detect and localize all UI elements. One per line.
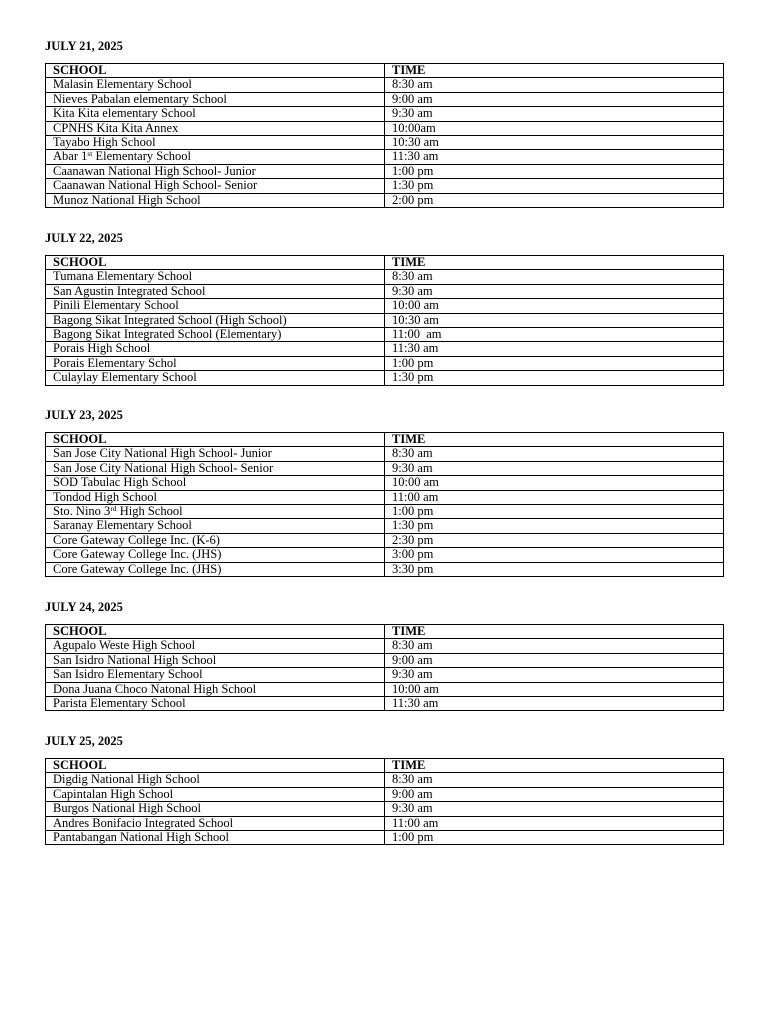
table-header-row: [46, 256, 724, 270]
time-cell: 1:00 pm: [385, 505, 724, 519]
school-cell: Malasin Elementary School: [46, 78, 385, 92]
school-cell: [46, 505, 385, 519]
table-row: [46, 193, 724, 207]
table-row: [46, 150, 724, 164]
school-name-part: Abar 1: [53, 149, 88, 164]
school-cell: Tumana Elementary School: [46, 270, 385, 284]
school-column-header: SCHOOL: [46, 625, 385, 639]
school-cell: Andres Bonifacio Integrated School: [46, 816, 385, 830]
time-cell: 8:30 am: [385, 639, 724, 653]
table-row: [46, 773, 724, 787]
table-row: [46, 328, 724, 342]
time-cell: 11:30 am: [385, 697, 724, 711]
school-cell: Porais Elementary Schol: [46, 356, 385, 370]
time-cell: 10:30 am: [385, 136, 724, 150]
time-cell: 9:00 am: [385, 787, 724, 801]
school-cell: Agupalo Weste High School: [46, 639, 385, 653]
school-cell: Pinili Elementary School: [46, 299, 385, 313]
time-column-header: TIME: [385, 256, 724, 270]
table-row: [46, 92, 724, 106]
table-row: [46, 78, 724, 92]
ordinal-suffix: st: [87, 149, 93, 159]
time-cell: 8:30 am: [385, 270, 724, 284]
school-cell: San Isidro Elementary School: [46, 668, 385, 682]
school-cell: Saranay Elementary School: [46, 519, 385, 533]
schedule-table: [45, 63, 724, 208]
time-cell: 9:30 am: [385, 461, 724, 475]
table-row: [46, 164, 724, 178]
day-heading: JULY 23, 2025: [45, 408, 123, 422]
school-cell: Core Gateway College Inc. (JHS): [46, 562, 385, 576]
table-row: [46, 816, 724, 830]
day-heading: JULY 25, 2025: [45, 734, 123, 748]
schedule-table: [45, 624, 724, 711]
time-cell: 10:00am: [385, 121, 724, 135]
school-cell: Caanawan National High School- Senior: [46, 179, 385, 193]
schedule-table: [45, 432, 724, 577]
time-column-header: TIME: [385, 64, 724, 78]
time-cell: 9:00 am: [385, 653, 724, 667]
day-heading: JULY 22, 2025: [45, 231, 123, 245]
table-row: [46, 548, 724, 562]
table-row: [46, 639, 724, 653]
table-row: [46, 490, 724, 504]
school-column-header: SCHOOL: [46, 64, 385, 78]
table-row: [46, 461, 724, 475]
time-cell: 9:30 am: [385, 284, 724, 298]
time-cell: 11:00 am: [385, 816, 724, 830]
time-cell: 11:30 am: [385, 342, 724, 356]
school-cell: Munoz National High School: [46, 193, 385, 207]
time-cell: 11:30 am: [385, 150, 724, 164]
school-column-header: SCHOOL: [46, 256, 385, 270]
table-row: [46, 313, 724, 327]
time-column-header: TIME: [385, 759, 724, 773]
table-header-row: [46, 759, 724, 773]
school-cell: Dona Juana Choco Natonal High School: [46, 682, 385, 696]
table-row: [46, 787, 724, 801]
table-row: [46, 533, 724, 547]
school-cell: Culaylay Elementary School: [46, 371, 385, 385]
time-cell: 1:30 pm: [385, 371, 724, 385]
table-row: [46, 107, 724, 121]
time-cell: 1:00 pm: [385, 164, 724, 178]
time-cell: 8:30 am: [385, 78, 724, 92]
table-row: [46, 136, 724, 150]
school-cell: San Jose City National High School- Senior: [46, 461, 385, 475]
day-heading: JULY 21, 2025: [45, 39, 123, 53]
table-row: [46, 505, 724, 519]
table-row: [46, 270, 724, 284]
time-cell: 11:00 am: [385, 490, 724, 504]
time-cell: 1:30 pm: [385, 519, 724, 533]
time-cell: 1:00 pm: [385, 831, 724, 845]
school-cell: CPNHS Kita Kita Annex: [46, 121, 385, 135]
time-cell: 11:00 am: [385, 328, 724, 342]
ordinal-suffix: rd: [110, 504, 117, 514]
time-cell: 9:00 am: [385, 92, 724, 106]
school-cell: Tondod High School: [46, 490, 385, 504]
time-cell: 1:30 pm: [385, 179, 724, 193]
school-name-part: Elementary School: [92, 149, 191, 164]
table-row: [46, 342, 724, 356]
school-cell: Core Gateway College Inc. (K-6): [46, 533, 385, 547]
table-row: [46, 682, 724, 696]
school-cell: Caanawan National High School- Junior: [46, 164, 385, 178]
school-cell: San Jose City National High School- Junior: [46, 447, 385, 461]
school-cell: Nieves Pabalan elementary School: [46, 92, 385, 106]
school-cell: Core Gateway College Inc. (JHS): [46, 548, 385, 562]
school-cell: [46, 150, 385, 164]
school-cell: San Isidro National High School: [46, 653, 385, 667]
time-cell: 9:30 am: [385, 107, 724, 121]
time-cell: 3:30 pm: [385, 562, 724, 576]
school-cell: Porais High School: [46, 342, 385, 356]
time-cell: 2:00 pm: [385, 193, 724, 207]
table-row: [46, 121, 724, 135]
day-heading: JULY 24, 2025: [45, 600, 123, 614]
table-row: [46, 653, 724, 667]
table-row: [46, 447, 724, 461]
table-row: [46, 371, 724, 385]
school-cell: Burgos National High School: [46, 802, 385, 816]
time-cell: 1:00 pm: [385, 356, 724, 370]
time-cell: 10:00 am: [385, 299, 724, 313]
school-cell: Capintalan High School: [46, 787, 385, 801]
school-cell: Digdig National High School: [46, 773, 385, 787]
schedule-table: [45, 758, 724, 845]
table-row: [46, 831, 724, 845]
table-row: [46, 299, 724, 313]
time-cell: 2:30 pm: [385, 533, 724, 547]
table-row: [46, 668, 724, 682]
table-row: [46, 519, 724, 533]
school-cell: SOD Tabulac High School: [46, 476, 385, 490]
school-name-part: Sto. Nino 3: [53, 504, 111, 519]
table-header-row: [46, 433, 724, 447]
time-cell: 3:00 pm: [385, 548, 724, 562]
time-cell: 10:00 am: [385, 682, 724, 696]
school-cell: Bagong Sikat Integrated School (Elementary): [46, 328, 385, 342]
schedule-table: [45, 255, 724, 386]
school-cell: Bagong Sikat Integrated School (High School): [46, 313, 385, 327]
school-cell: Kita Kita elementary School: [46, 107, 385, 121]
table-row: [46, 802, 724, 816]
time-cell: 10:30 am: [385, 313, 724, 327]
time-column-header: TIME: [385, 625, 724, 639]
table-row: [46, 356, 724, 370]
table-header-row: [46, 64, 724, 78]
time-cell: 8:30 am: [385, 773, 724, 787]
table-row: [46, 284, 724, 298]
school-column-header: SCHOOL: [46, 433, 385, 447]
table-row: [46, 562, 724, 576]
time-cell: 9:30 am: [385, 668, 724, 682]
school-cell: San Agustin Integrated School: [46, 284, 385, 298]
school-column-header: SCHOOL: [46, 759, 385, 773]
time-column-header: TIME: [385, 433, 724, 447]
table-row: [46, 697, 724, 711]
school-cell: Parista Elementary School: [46, 697, 385, 711]
school-cell: Pantabangan National High School: [46, 831, 385, 845]
table-row: [46, 476, 724, 490]
time-cell: 10:00 am: [385, 476, 724, 490]
time-cell: 9:30 am: [385, 802, 724, 816]
table-header-row: [46, 625, 724, 639]
time-cell: 8:30 am: [385, 447, 724, 461]
school-name-part: High School: [116, 504, 183, 519]
table-row: [46, 179, 724, 193]
school-cell: Tayabo High School: [46, 136, 385, 150]
